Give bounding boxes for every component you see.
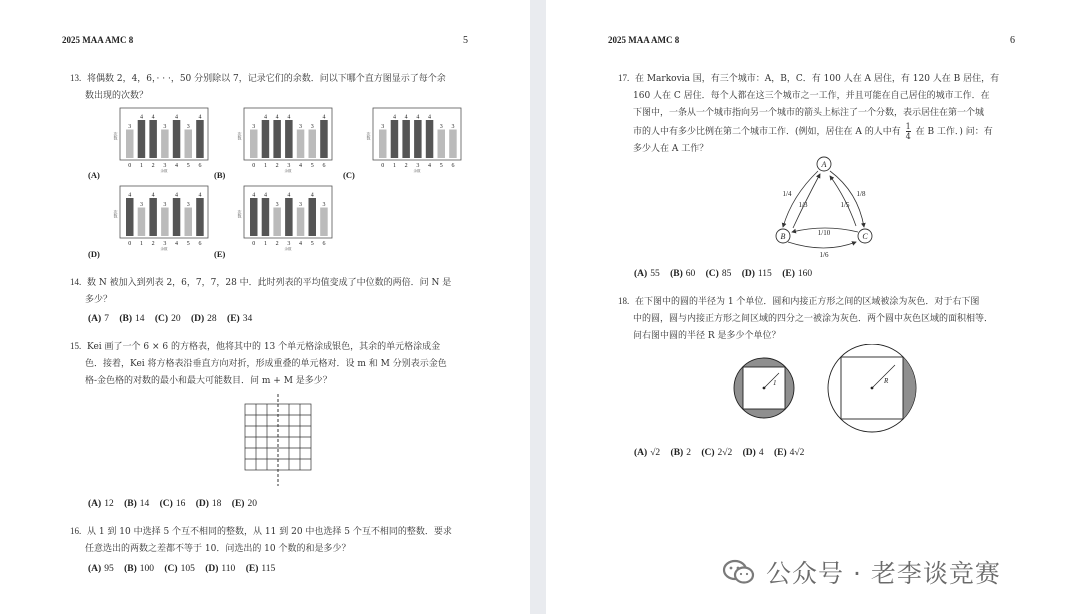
option-label: (B) (214, 170, 226, 180)
question-text: 问右图中圆的半径 R 是多少个单位？ (633, 331, 781, 341)
question-text: 在下图中的圆的半径为 1 个单位．圆和内接正方形之间的区域被涂为灰色．对于右下图 (634, 297, 980, 307)
option-a: (A) 55 (634, 269, 660, 279)
x-tick-label: 6 (451, 163, 455, 169)
histogram-bar (185, 130, 193, 159)
histogram-bar (126, 198, 134, 236)
x-tick-label: 6 (198, 241, 202, 247)
watermark-text: 公众号 · 老李谈竞赛 (766, 559, 1001, 588)
x-tick-label: 1 (263, 163, 267, 169)
question-text: 市的人中有多少比例在第二个城市工作．(例如，居住在 A 的人中有 (633, 127, 901, 137)
x-tick-label: 2 (151, 241, 155, 247)
question-text: 格-金色格的对数的最小和最大可能数目．问 m + M 是多少？ (85, 376, 332, 386)
histogram-bar (196, 198, 204, 236)
option-b: (B) 2 (670, 448, 691, 458)
x-tick-label: 4 (175, 163, 179, 169)
question-text: 将偶数 2，4，6，· · ·，50 分别除以 7，记录它们的余数．问以下哪个直方图显示了每个余 (86, 74, 446, 84)
histogram-bar (438, 130, 446, 159)
bar-value-label: 4 (287, 114, 291, 121)
bar-value-label: 4 (128, 192, 132, 199)
bar-value-label: 3 (322, 202, 326, 208)
bar-value-label: 4 (151, 114, 155, 121)
question-number: 14. (70, 277, 82, 287)
histogram-bar (138, 208, 146, 237)
option-c: (C) 85 (705, 269, 732, 279)
option-e: (E) 4√2 (773, 448, 805, 458)
x-tick-label: 6 (322, 241, 326, 247)
bar-value-label: 4 (175, 192, 179, 199)
option-e: (E) 115 (245, 564, 276, 574)
x-tick-label: 2 (151, 163, 155, 169)
x-tick-label: 3 (163, 241, 167, 247)
x-tick-label: 1 (392, 163, 396, 169)
bar-value-label: 4 (175, 114, 179, 121)
histogram-bar (161, 130, 169, 159)
histogram-bar (161, 208, 169, 237)
x-tick-label: 0 (252, 241, 256, 247)
page-5 (0, 0, 530, 614)
bar-value-label: 3 (163, 202, 167, 208)
x-tick-label: 6 (322, 163, 326, 169)
option-label: (D) (88, 249, 100, 259)
bar-value-label: 4 (252, 192, 256, 199)
option-e: (E) 34 (227, 314, 253, 324)
histogram-bar (402, 120, 410, 158)
x-tick-label: 0 (128, 241, 132, 247)
histogram-bar (262, 198, 270, 236)
x-tick-label: 4 (428, 163, 432, 169)
option-c: (C) 20 (154, 314, 181, 324)
question-text: 多少？ (85, 295, 113, 305)
y-axis-label: 次数 (366, 132, 372, 140)
question-number: 13. (70, 73, 82, 83)
histogram-bar (173, 120, 181, 158)
option-a: (A) 7 (88, 314, 109, 324)
x-tick-label: 3 (287, 163, 291, 169)
histogram-bar (449, 130, 457, 159)
histogram-bar (185, 208, 193, 237)
question-number: 16. (70, 526, 82, 536)
histogram-bar (414, 120, 422, 158)
fraction: $\frac{1}{4}$ (905, 122, 911, 141)
question-text: 任意选出的两数之差都不等于 10．问选出的 10 个数的和是多少？ (85, 544, 351, 554)
x-tick-label: 5 (186, 241, 190, 247)
histogram-bar (285, 198, 293, 236)
bar-value-label: 4 (151, 192, 155, 199)
question-18 (618, 293, 993, 345)
x-tick-label: 5 (310, 163, 314, 169)
option-c: (C) 2√2 (701, 448, 733, 458)
bar-value-label: 4 (428, 114, 432, 121)
histogram-a (88, 108, 208, 180)
option-label: (C) (343, 170, 355, 180)
edge-label: 1/5 (840, 201, 850, 209)
histogram-bar (173, 198, 181, 236)
bar-value-label: 4 (310, 192, 314, 199)
bar-value-label: 3 (252, 124, 256, 130)
bar-value-label: 3 (139, 202, 143, 208)
bar-value-label: 3 (128, 124, 132, 130)
x-tick-label: 3 (287, 241, 291, 247)
x-axis-label: 余数 (160, 247, 168, 251)
y-axis-label: 次数 (113, 132, 119, 140)
city-graph-figure (770, 152, 910, 262)
question-number: 17. (618, 73, 630, 83)
bar-value-label: 4 (287, 192, 291, 199)
x-tick-label: 3 (416, 163, 420, 169)
histogram-bar (379, 130, 387, 159)
question-text: 数 N 被加入到列表 2，6，7，7，28 中．此时列表的平均值变成了中位数的两倍．问 N 是 (86, 278, 452, 288)
question-text: 多少人在 A 工作？ (633, 144, 709, 154)
x-tick-label: 1 (139, 163, 143, 169)
option-d: (D) 4 (742, 448, 764, 458)
y-axis-label: 次数 (113, 210, 119, 218)
option-d: (D) 115 (741, 269, 772, 279)
bar-value-label: 4 (392, 114, 396, 121)
bar-value-label: 3 (163, 124, 167, 130)
edge-label: 1/8 (856, 190, 866, 198)
histogram-bar (320, 208, 328, 237)
bar-value-label: 3 (186, 202, 190, 208)
question-number: 15. (70, 341, 82, 351)
question-text: 在 B 工作．) 问：有 (915, 127, 993, 137)
node-b: B (780, 232, 786, 241)
answer-options-15 (88, 499, 265, 509)
x-tick-label: 4 (175, 241, 179, 247)
question-text: Kei 画了一个 6 × 6 的方格表，他将其中的 13 个单元格涂成银色，其余的单元格涂成金 (86, 342, 441, 352)
x-tick-label: 0 (128, 163, 132, 169)
y-axis-label: 次数 (237, 132, 243, 140)
x-tick-label: 5 (439, 163, 443, 169)
radius-label-small: 1 (773, 379, 777, 387)
x-tick-label: 1 (139, 241, 143, 247)
x-tick-label: 2 (404, 163, 408, 169)
bar-value-label: 4 (275, 114, 279, 121)
histogram-options (0, 100, 530, 360)
question-text: 数出现的次数？ (85, 91, 149, 101)
histogram-bar (426, 120, 434, 158)
x-tick-label: 5 (310, 241, 314, 247)
edge-label: 1/10 (817, 229, 831, 237)
option-d: (D) 18 (195, 499, 222, 509)
radius-label-large: R (884, 377, 889, 385)
histogram-bar (285, 120, 293, 158)
bar-value-label: 3 (299, 124, 303, 130)
option-a: (A) √2 (634, 448, 661, 458)
question-14 (70, 274, 451, 309)
bar-value-label: 4 (263, 114, 267, 121)
bar-value-label: 3 (310, 124, 314, 130)
page-6 (546, 0, 1080, 614)
histogram-c (343, 108, 461, 180)
x-tick-label: 0 (381, 163, 385, 169)
answer-options-18 (634, 448, 812, 458)
bar-value-label: 3 (381, 124, 385, 130)
answer-options-16 (88, 564, 283, 574)
bar-value-label: 3 (439, 124, 443, 130)
bar-value-label: 3 (299, 202, 303, 208)
histogram-bar (297, 208, 305, 237)
option-c: (C) 16 (159, 499, 186, 509)
bar-value-label: 4 (263, 192, 267, 199)
histogram-bar (391, 120, 399, 158)
x-tick-label: 6 (198, 163, 202, 169)
option-d: (D) 110 (205, 564, 236, 574)
bar-value-label: 3 (451, 124, 455, 130)
histogram-bar (262, 120, 270, 158)
x-tick-label: 2 (275, 241, 279, 247)
option-c: (C) 105 (164, 564, 195, 574)
option-a: (A) 95 (88, 564, 114, 574)
page-header: 2025 MAA AMC 8 (62, 35, 134, 45)
histogram-b (214, 108, 332, 180)
question-text: 从 1 到 10 中选择 5 个互不相同的整数，从 11 到 20 中也选择 5 个互不相同的整数．要求 (86, 527, 452, 537)
answer-options-17 (634, 269, 820, 279)
watermark (722, 552, 1062, 592)
histogram-d (88, 186, 208, 259)
circles-figure (732, 344, 972, 434)
question-text: 160 人在 C 居住．每个人都在这三个城市之一工作，并且可能在自己居住的城市工作．在 (633, 91, 990, 101)
x-tick-label: 1 (263, 241, 267, 247)
bar-value-label: 4 (198, 114, 202, 121)
option-d: (D) 28 (190, 314, 217, 324)
bar-value-label: 4 (139, 114, 143, 121)
option-a: (A) 12 (88, 499, 114, 509)
x-axis-label: 余数 (413, 169, 421, 173)
bar-value-label: 4 (416, 114, 420, 121)
histogram-bar (273, 120, 281, 158)
histogram-bar (273, 208, 281, 237)
option-b: (B) 100 (124, 564, 154, 574)
question-16 (70, 523, 452, 558)
histogram-bar (297, 130, 305, 159)
question-text: 色．接着，Kei 将方格表沿垂直方向对折，形成重叠的单元格对．设 m 和 M 分别表示金色 (85, 359, 447, 369)
histogram-e (214, 186, 332, 259)
bar-value-label: 3 (186, 124, 190, 130)
page-header: 2025 MAA AMC 8 (608, 35, 680, 45)
option-label: (E) (214, 249, 226, 259)
histogram-bar (309, 198, 317, 236)
answer-options-14 (88, 314, 260, 324)
x-axis-label: 余数 (284, 247, 292, 251)
edge-label: 1/4 (782, 190, 792, 198)
x-tick-label: 3 (163, 163, 167, 169)
option-b: (B) 14 (124, 499, 150, 509)
histogram-bar (320, 120, 328, 158)
option-e: (E) 160 (782, 269, 813, 279)
edge-label: 1/3 (798, 201, 808, 209)
question-17 (618, 70, 999, 158)
histogram-bar (149, 198, 157, 236)
option-b: (B) 14 (119, 314, 145, 324)
x-tick-label: 0 (252, 163, 256, 169)
x-tick-label: 5 (186, 163, 190, 169)
grid-6x6-figure (243, 394, 313, 490)
y-axis-label: 次数 (237, 210, 243, 218)
page-number: 6 (1010, 35, 1015, 46)
edge-label: 1/6 (819, 251, 829, 259)
bar-value-label: 4 (322, 114, 326, 121)
histogram-bar (309, 130, 317, 159)
page-number: 5 (463, 35, 468, 46)
x-axis-label: 余数 (160, 169, 168, 173)
x-axis-label: 余数 (284, 169, 292, 173)
histogram-bar (250, 130, 258, 159)
x-tick-label: 4 (299, 241, 303, 247)
question-number: 18. (618, 296, 630, 306)
question-15 (70, 338, 447, 390)
histogram-bar (149, 120, 157, 158)
bar-value-label: 4 (198, 192, 202, 199)
x-tick-label: 4 (299, 163, 303, 169)
question-text: 中的圆，圆与内接正方形之间区域的四分之一被涂为灰色．两个圆中灰色区域的面积相等． (633, 314, 994, 324)
node-a: A (821, 160, 827, 169)
histogram-bar (138, 120, 146, 158)
node-c: C (862, 232, 868, 241)
question-text: 下图中，一条从一个城市指向另一个城市的箭头上标注了一个分数，表示居住在第一个城 (633, 108, 985, 118)
question-text: 在 Markovia 国，有三个城市：A，B，C．有 100 人在 A 居住，有 120 人在 B 居住，有 (634, 74, 1000, 84)
histogram-bar (126, 130, 134, 159)
histogram-bar (250, 198, 258, 236)
option-e: (E) 20 (231, 499, 257, 509)
wechat-icon (722, 558, 756, 586)
bar-value-label: 3 (275, 202, 279, 208)
histogram-bar (196, 120, 204, 158)
option-b: (B) 60 (670, 269, 696, 279)
option-label: (A) (88, 170, 100, 180)
x-tick-label: 2 (275, 163, 279, 169)
bar-value-label: 4 (404, 114, 408, 121)
